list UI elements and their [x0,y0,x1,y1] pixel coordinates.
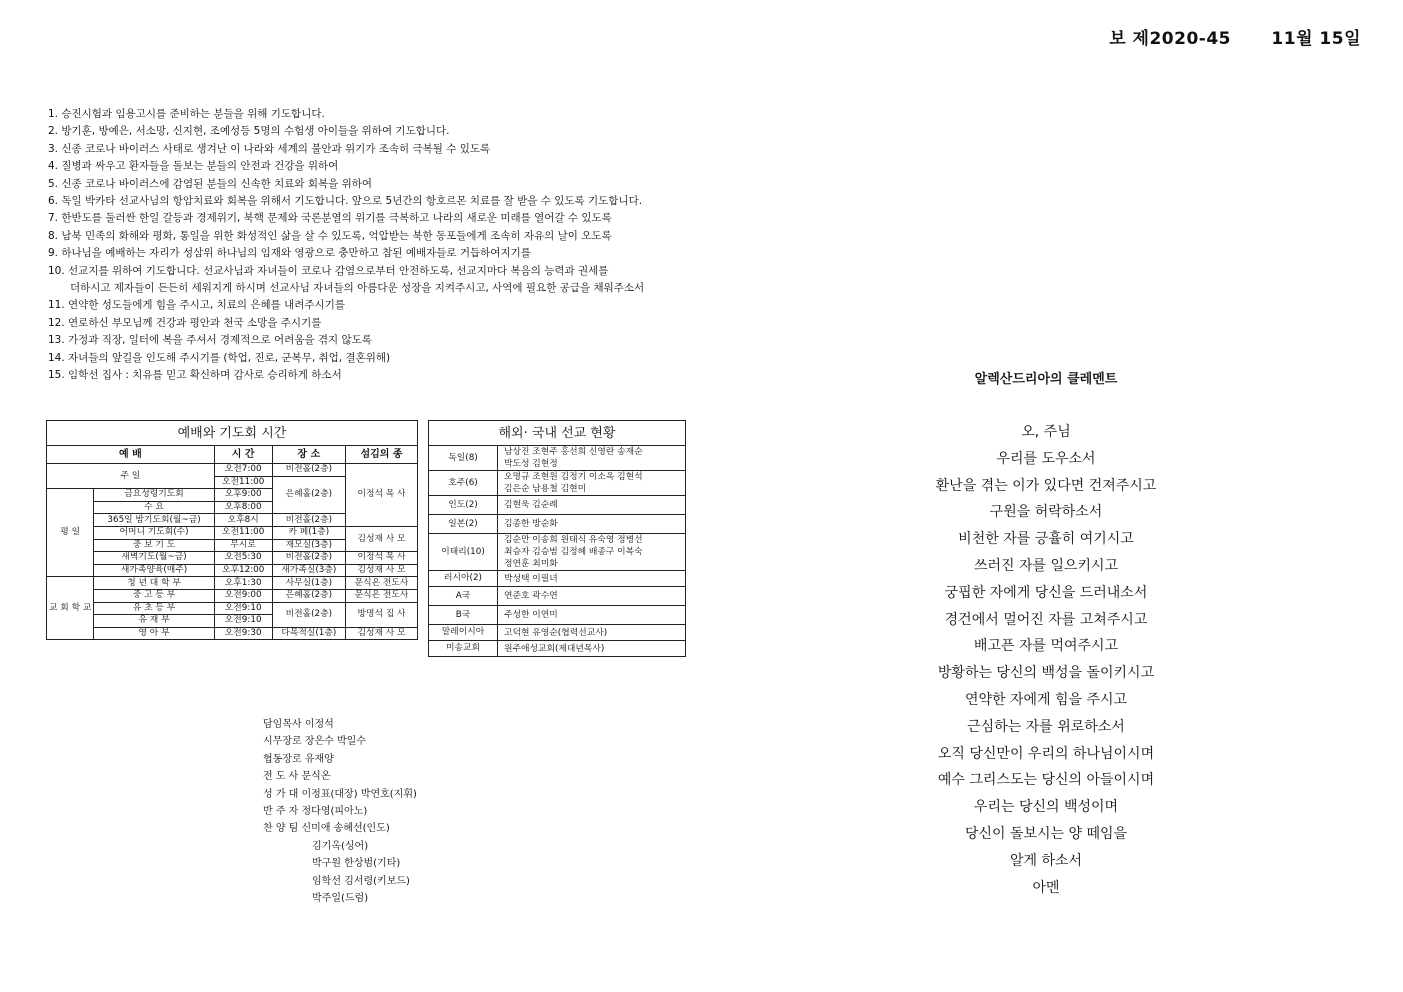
place-cell: 비전홀(2층) [272,464,345,477]
sunday-label: 주 일 [47,464,215,489]
poem-title: 알렉산드리아의 클레멘트 [974,372,1118,387]
prayer-item: 3. 신종 코로나 바이러스 사태로 생겨난 이 나라와 세계의 불안과 위기가 조속히 극복될 수 있도록 [48,142,491,155]
table-row [47,552,418,565]
missionaries-cell [498,471,686,496]
place-cell: 비전홀(2층) [272,602,345,627]
time-cell: 오후8:00 [214,501,272,514]
poem-line: 근심하는 자를 위로하소서 [967,718,1125,735]
leader-cell: 문식온 전도사 [346,589,418,602]
table-row [429,471,686,496]
worship-table-title: 예배와 기도회 시간 [47,421,418,446]
leader-cell: 김성재 사 모 [346,627,418,640]
prayer-list [48,106,688,385]
service-name-cell: 금요성령기도회 [94,489,214,502]
poem-line: 연약한 자에게 힘을 주시고 [964,691,1128,708]
weekday-label: 평 일 [47,489,94,577]
table-row [429,496,686,515]
place-cell: 새가족실(3층) [272,564,345,577]
table-row [429,571,686,587]
leader-cell: 김성재 사 모 [346,526,418,551]
missionaries-line: 남상진 조현주 홍선희 신영란 송재순 [504,447,643,457]
prayer-item: 9. 하나님을 예배하는 자리가 성삼위 하나님의 임재와 영광으로 충만하고 참된 예배자들로 거듭하여지기를 [48,247,531,260]
missionaries-line: 박도성 김현정 [504,459,558,469]
poem-line: 아멘 [1032,879,1060,896]
prayer-item: 12. 연로하신 부모님께 건강과 평안과 천국 소망을 주시기를 [48,316,322,329]
region-cell: 미송교회 [429,641,498,657]
time-cell: 오전9:10 [214,615,272,628]
missionaries-cell: 박성택 이필녀 [498,571,686,587]
time-cell: 오전11:00 [214,526,272,539]
prayer-item-continued: 더하시고 제자들이 든든히 세워지게 하시며 선교사님 자녀들의 아름다운 성장을 지켜주시고, 사역에 필요한 공급을 채워주소서 [70,282,645,295]
prayer-item: 7. 한반도를 둘러싼 한일 갈등과 경제위기, 북핵 문제와 국론분열의 위기를 극복하고 나라의 새로운 미래를 열어갈 수 있도록 [48,212,612,225]
region-cell: 독일(8) [429,446,498,471]
table-row [47,577,418,590]
missionaries-cell: 고덕현 유영순(협력선교사) [498,625,686,641]
prayer-item: 11. 연약한 성도들에게 힘을 주시고, 치료의 은혜를 내려주시기를 [48,299,345,312]
place-cell: 재모실(3층) [272,539,345,552]
table-row [429,606,686,625]
table-row [47,464,418,477]
column-header-place: 장 소 [272,446,345,464]
leader-cell: 방명석 집 사 [346,602,418,627]
time-cell: 무시로 [214,539,272,552]
table-row [429,534,686,571]
time-cell: 오후8시 [214,514,272,527]
missionaries-cell: 연준호 곽수연 [498,587,686,606]
prayer-item: 5. 신종 코로나 바이러스에 감염된 분들의 신속한 치료와 회복을 위하여 [48,177,373,190]
missionaries-cell: 김종한 방순화 [498,515,686,534]
table-row [47,627,418,640]
staff-row: 전 도 사 문식온 [263,771,331,783]
time-cell: 오전11:00 [214,476,272,489]
poem-line: 알게 하소서 [1009,852,1083,869]
prayer-item: 15. 임학선 집사 : 치유를 믿고 확신하며 감사로 승리하게 하소서 [48,369,342,382]
prayer-item: 14. 자녀들의 앞길을 인도해 주시기를 (학업, 진로, 군복무, 취업, 결혼위해) [48,351,391,364]
issue-number: 보 제2020-45 [1109,29,1231,49]
mission-status-table [428,420,686,657]
time-cell: 오전9:30 [214,627,272,640]
time-cell: 오후12:00 [214,564,272,577]
service-name-cell: 365일 밤기도회(월~금) [94,514,214,527]
column-header-leader: 섬김의 종 [346,446,418,464]
poem-line: 쓰러진 자를 일으키시고 [973,557,1119,574]
poem-line: 오직 당신만이 우리의 하나님이시며 [937,745,1155,762]
time-cell: 오전9:00 [214,589,272,602]
church-staff-list [263,716,417,907]
staff-row: 찬 양 팀 신미애 송혜선(인도) [263,823,390,835]
service-name-cell: 청 년 대 학 부 [94,577,214,590]
service-name-cell: 새가족양육(매주) [94,564,214,577]
time-cell: 오후1:30 [214,577,272,590]
place-cell: 은혜홀(2층) [272,589,345,602]
table-row [429,446,686,471]
place-cell: 은혜홀(2층) [272,476,345,514]
missionaries-line: 김순만 이송희 원태식 유숙영 정병선 [504,535,643,545]
service-name-cell: 중 보 기 도 [94,539,214,552]
region-cell: 말레이시아 [429,625,498,641]
region-cell: 일본(2) [429,515,498,534]
missionaries-line: 최승자 김승범 김정혜 배종구 이복숙 [504,547,643,557]
service-name-cell: 어머니 기도회(수) [94,526,214,539]
prayer-item: 4. 질병과 싸우고 환자들을 돌보는 분들의 안전과 건강을 위하여 [48,160,339,173]
table-row [47,602,418,615]
region-cell: A국 [429,587,498,606]
missionaries-cell: 주성한 이연미 [498,606,686,625]
table-row [47,589,418,602]
poem-line: 우리를 도우소서 [996,450,1096,467]
column-header-service: 예 배 [47,446,215,464]
poem-line: 예수 그리스도는 당신의 아들이시며 [937,772,1155,789]
missionaries-line: 정연훈 최미화 [504,559,558,569]
time-cell: 오전7:00 [214,464,272,477]
missionaries-line: 김은순 남용철 김현미 [504,484,587,494]
table-row [429,515,686,534]
service-name-cell: 영 아 부 [94,627,214,640]
poem-line: 당신이 돌보시는 양 떼임을 [964,825,1128,842]
missionaries-cell [498,446,686,471]
poem-line: 구원을 허락하소서 [989,504,1103,521]
poem-line: 오, 주님 [1021,424,1071,440]
place-cell: 비전홀(2층) [272,514,345,527]
service-name-cell: 유 초 등 부 [94,602,214,615]
service-name-cell: 중 고 등 부 [94,589,214,602]
table-row [47,564,418,577]
leader-cell: 이정석 목 사 [346,552,418,565]
time-cell: 오전9:10 [214,602,272,615]
issue-date: 11월 15일 [1271,29,1361,49]
time-cell: 오후9:00 [214,489,272,502]
place-cell: 비전홀(2층) [272,552,345,565]
poem-line: 우리는 당신의 백성이며 [973,799,1119,816]
poem-line: 방황하는 당신의 백성을 돌이키시고 [937,665,1155,682]
time-cell: 오전5:30 [214,552,272,565]
praise-team-member: 박구원 한상범(기타) [312,858,401,870]
staff-row: 시무장로 장은수 박일수 [263,736,366,748]
missionaries-line: 오명규 조현원 김정기 이소옥 김현석 [504,472,643,482]
leader-cell: 문식온 전도사 [346,577,418,590]
missionaries-cell [498,534,686,571]
staff-row: 반 주 자 정다영(피아노) [263,806,368,818]
region-cell: B국 [429,606,498,625]
prayer-item: 8. 남북 민족의 화해와 평화, 통일을 위한 화성적인 삶을 살 수 있도록, 억압받는 북한 동포들에게 조속히 자유의 날이 오도록 [48,229,612,242]
column-header-time: 시 간 [214,446,272,464]
poem-line: 궁핍한 자에게 당신을 드러내소서 [944,584,1148,601]
poem-body [904,419,1188,901]
bulletin-header [1109,24,1361,49]
poem-line: 배고픈 자를 먹여주시고 [973,638,1119,655]
poem-line: 비천한 자를 긍휼히 여기시고 [958,531,1134,548]
leader-cell: 이정석 목 사 [346,464,418,527]
prayer-item: 2. 방기훈, 방예은, 서소망, 신지현, 조예성등 5명의 수험생 아이들을 위하여 기도합니다. [48,125,450,138]
staff-row: 담임목사 이정석 [263,719,334,730]
place-cell: 카 페(1층) [272,526,345,539]
service-name-cell: 유 재 부 [94,615,214,628]
region-cell: 호주(6) [429,471,498,496]
poem-line: 환난을 겪는 이가 있다면 건져주시고 [935,477,1157,494]
table-row [429,641,686,657]
table-row [429,625,686,641]
praise-team-member: 김기옥(싱어) [312,840,369,852]
prayer-item: 6. 독일 박카타 선교사님의 항암치료와 회복을 위해서 기도합니다. 앞으로 5년간의 항호르몬 치료를 잘 받을 수 있도록 기도합니다. [48,195,643,208]
region-cell: 이태리(10) [429,534,498,571]
staff-row: 협동장로 유재양 [263,753,334,765]
table-row [429,587,686,606]
church-school-label: 교 회 학 교 [47,577,94,640]
staff-row: 성 가 대 이정표(대장) 박연호(지휘) [263,788,417,800]
place-cell: 다목적실(1층) [272,627,345,640]
region-cell: 인도(2) [429,496,498,515]
prayer-item: 10. 선교지를 위하여 기도합니다. 선교사님과 자녀들이 코로나 감염으로부터 안전하도록, 선교지마다 복음의 능력과 권세를 [48,264,609,277]
mission-table-title: 해외· 국내 선교 현황 [429,421,686,446]
praise-team-member: 박주일(드럼) [312,893,369,905]
table-row [47,526,418,539]
service-name-cell: 새벽기도(월~금) [94,552,214,565]
leader-cell: 김성재 사 모 [346,564,418,577]
prayer-item: 1. 승진시험과 임용고시를 준비하는 분들을 위해 기도합니다. [48,108,325,120]
place-cell: 사무실(1층) [272,577,345,590]
missionaries-cell: 원주애성교회(제대년목사) [498,641,686,657]
missionaries-cell: 김현욱 김순례 [498,496,686,515]
prayer-item: 13. 가정과 직장, 일터에 복을 주셔서 경제적으로 어려움을 겪지 않도록 [48,334,372,347]
praise-team-member: 임학선 김서령(키보드) [312,875,410,887]
region-cell: 러시아(2) [429,571,498,587]
poem-line: 경건에서 멀어진 자를 고쳐주시고 [944,611,1148,628]
worship-schedule-table [46,420,418,640]
service-name-cell: 수 요 [94,501,214,514]
